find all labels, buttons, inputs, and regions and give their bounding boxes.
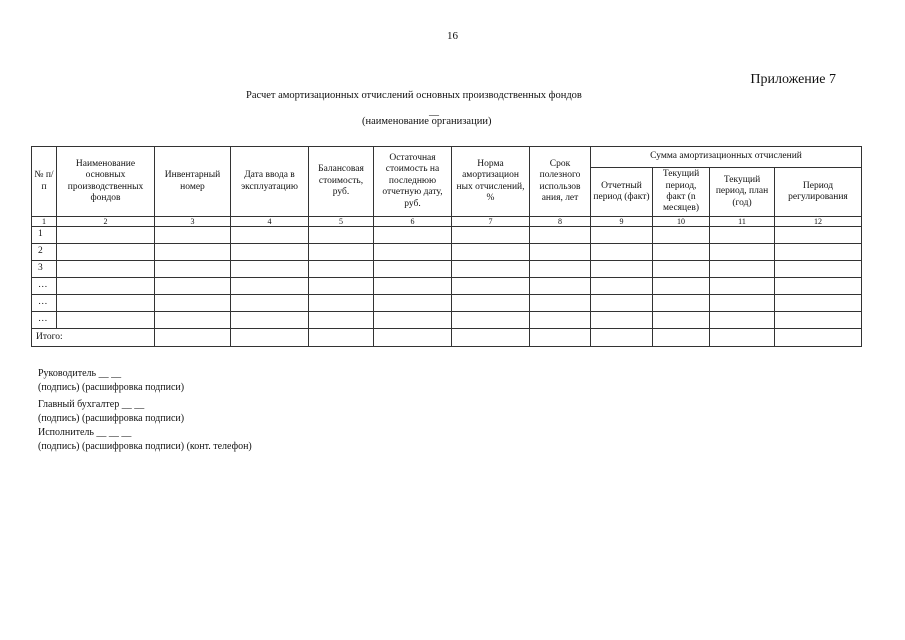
cell — [591, 312, 653, 329]
cell — [775, 244, 862, 261]
cell — [530, 278, 591, 295]
head-signature-line: Руководитель __ __ — [38, 368, 122, 379]
table-row — [32, 312, 862, 329]
cell — [155, 312, 231, 329]
cell — [374, 295, 452, 312]
header-term: Срок полезного использов ания, лет — [530, 147, 591, 217]
header-balance: Балансовая стоимость, руб. — [309, 147, 374, 217]
cell — [231, 227, 309, 244]
accountant-signature-caption: (подпись) (расшифровка подписи) — [38, 413, 185, 424]
header-date: Дата ввода в эксплуатацию — [231, 147, 309, 217]
cell — [374, 312, 452, 329]
cell — [155, 278, 231, 295]
cell — [452, 295, 530, 312]
cell — [309, 244, 374, 261]
cell — [374, 227, 452, 244]
cell — [452, 312, 530, 329]
column-number-row — [32, 217, 862, 227]
row-number: 1 — [32, 227, 57, 244]
table-row — [32, 227, 862, 244]
row-number: … — [32, 295, 57, 312]
cell — [309, 295, 374, 312]
cell — [710, 312, 775, 329]
cell — [530, 227, 591, 244]
cell — [155, 227, 231, 244]
cell — [231, 329, 309, 347]
cell — [57, 244, 155, 261]
cell — [591, 329, 653, 347]
column-number: 12 — [775, 217, 862, 227]
table-row — [32, 278, 862, 295]
cell — [452, 227, 530, 244]
cell — [155, 244, 231, 261]
column-number: 4 — [231, 217, 309, 227]
executor-signature-line: Исполнитель __ __ __ — [38, 427, 132, 438]
cell — [231, 244, 309, 261]
cell — [653, 295, 710, 312]
cell — [231, 261, 309, 278]
organization-blank: __ — [429, 106, 439, 117]
cell — [775, 261, 862, 278]
cell — [57, 261, 155, 278]
column-number: 5 — [309, 217, 374, 227]
cell — [775, 278, 862, 295]
cell — [452, 261, 530, 278]
cell — [530, 261, 591, 278]
column-number: 6 — [374, 217, 452, 227]
header-report-period: Отчетный период (факт) — [591, 168, 653, 217]
header-current-plan: Текущий период, план (год) — [710, 168, 775, 217]
cell — [155, 295, 231, 312]
cell — [374, 278, 452, 295]
header-norm: Норма амортизацион ных отчислений, % — [452, 147, 530, 217]
header-sum-group: Сумма амортизационных отчислений — [591, 147, 862, 168]
cell — [231, 278, 309, 295]
cell — [710, 227, 775, 244]
column-number: 9 — [591, 217, 653, 227]
cell — [309, 278, 374, 295]
cell — [653, 261, 710, 278]
cell — [374, 329, 452, 347]
cell — [591, 227, 653, 244]
table-row — [32, 261, 862, 278]
table-row — [32, 244, 862, 261]
cell — [653, 329, 710, 347]
cell — [530, 244, 591, 261]
cell — [309, 227, 374, 244]
cell — [591, 244, 653, 261]
cell — [309, 329, 374, 347]
column-number: 8 — [530, 217, 591, 227]
cell — [530, 295, 591, 312]
row-number: … — [32, 278, 57, 295]
column-number: 11 — [710, 217, 775, 227]
cell — [591, 261, 653, 278]
table-row — [32, 295, 862, 312]
cell — [710, 278, 775, 295]
cell — [231, 312, 309, 329]
cell — [309, 261, 374, 278]
cell — [57, 278, 155, 295]
cell — [653, 227, 710, 244]
header-num: № п/ п — [32, 147, 57, 217]
cell — [452, 329, 530, 347]
column-number: 10 — [653, 217, 710, 227]
cell — [710, 295, 775, 312]
header-residual: Остаточная стоимость на последнюю отчетную дату, руб. — [374, 147, 452, 217]
document-title: Расчет амортизационных отчислений основных производственных фондов — [246, 90, 582, 101]
appendix-label: Приложение 7 — [750, 72, 836, 87]
header-regulation: Период регулирования — [775, 168, 862, 217]
column-number: 3 — [155, 217, 231, 227]
cell — [57, 227, 155, 244]
cell — [653, 244, 710, 261]
cell — [57, 295, 155, 312]
total-label: Итого: — [32, 329, 155, 347]
organization-caption: (наименование организации) — [362, 116, 492, 127]
cell — [591, 295, 653, 312]
cell — [710, 244, 775, 261]
cell — [452, 278, 530, 295]
page-number: 16 — [447, 30, 458, 42]
total-row — [32, 329, 862, 347]
column-number: 7 — [452, 217, 530, 227]
head-signature-caption: (подпись) (расшифровка подписи) — [38, 382, 185, 393]
accountant-signature-line: Главный бухгалтер __ __ — [38, 399, 145, 410]
cell — [710, 261, 775, 278]
cell — [57, 312, 155, 329]
cell — [155, 329, 231, 347]
row-number: 2 — [32, 244, 57, 261]
row-number: … — [32, 312, 57, 329]
cell — [530, 329, 591, 347]
cell — [452, 244, 530, 261]
cell — [591, 278, 653, 295]
cell — [775, 227, 862, 244]
header-inventory: Инвентарный номер — [155, 147, 231, 217]
executor-signature-caption: (подпись) (расшифровка подписи) (конт. телефон) — [38, 441, 252, 452]
cell — [710, 329, 775, 347]
cell — [530, 312, 591, 329]
header-name: Наименование основных производственных фондов — [57, 147, 155, 217]
row-number: 3 — [32, 261, 57, 278]
cell — [231, 295, 309, 312]
amortization-table — [31, 146, 862, 347]
cell — [374, 244, 452, 261]
cell — [775, 295, 862, 312]
cell — [309, 312, 374, 329]
cell — [155, 261, 231, 278]
cell — [775, 329, 862, 347]
column-number: 1 — [32, 217, 57, 227]
column-number: 2 — [57, 217, 155, 227]
cell — [653, 278, 710, 295]
cell — [374, 261, 452, 278]
cell — [653, 312, 710, 329]
header-current-fact: Текущий период, факт (n месяцев) — [653, 168, 710, 217]
cell — [775, 312, 862, 329]
